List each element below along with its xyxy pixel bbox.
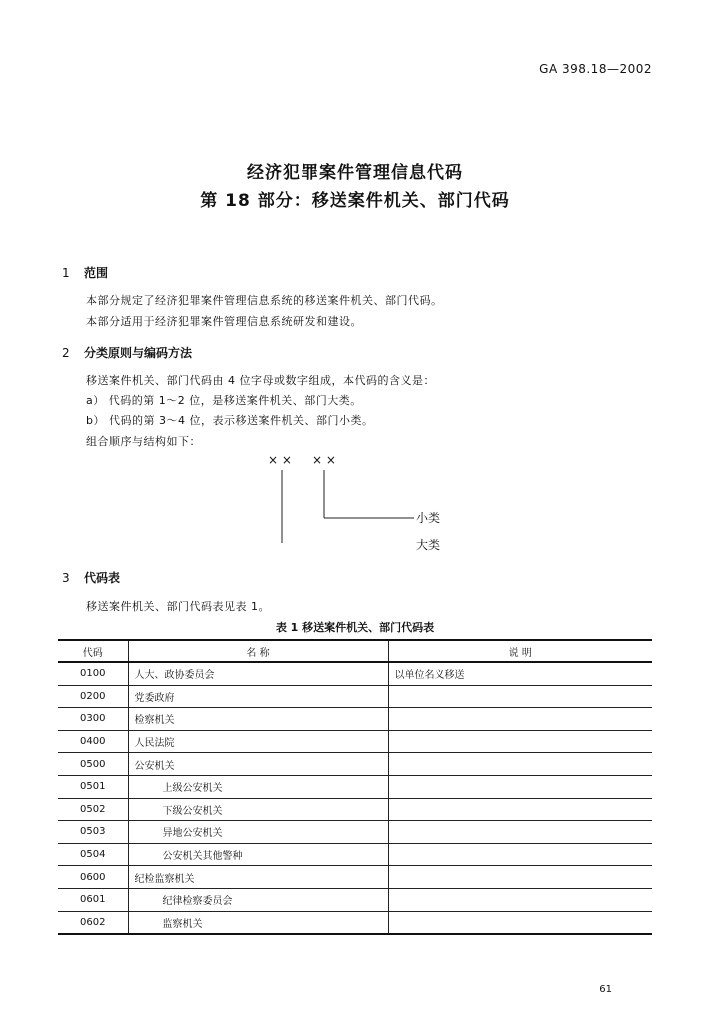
structure-label-large: 大类 xyxy=(416,538,441,552)
table-caption: 表 1 移送案件机关、部门代码表 xyxy=(275,621,435,634)
cell-note xyxy=(388,798,652,821)
cell-code: 0200 xyxy=(58,685,128,708)
section-title: 范围 xyxy=(84,266,109,280)
cell-note xyxy=(388,775,652,798)
scope-paragraph-2: 本部分适用于经济犯罪案件管理信息系统研发和建设。 xyxy=(86,315,362,328)
cell-code: 0501 xyxy=(58,775,128,798)
cell-name: 公安机关 xyxy=(128,753,388,776)
standard-number: GA 398.18—2002 xyxy=(539,62,652,76)
cell-note: 以单位名义移送 xyxy=(388,662,652,685)
header-note: 说 明 xyxy=(388,640,652,662)
section-2-heading xyxy=(62,344,192,361)
section-3-heading xyxy=(62,569,120,586)
cell-name: 监察机关 xyxy=(128,911,388,934)
table-row xyxy=(58,843,652,866)
cell-note xyxy=(388,685,652,708)
table-row xyxy=(58,753,652,776)
method-item-a: a） 代码的第 1～2 位，是移送案件机关、部门大类。 xyxy=(86,394,362,407)
cell-name: 纪律检察委员会 xyxy=(128,888,388,911)
cell-code: 0601 xyxy=(58,888,128,911)
section-number: 3 xyxy=(62,571,70,585)
table-row xyxy=(58,821,652,844)
scope-paragraph-1: 本部分规定了经济犯罪案件管理信息系统的移送案件机关、部门代码。 xyxy=(86,294,443,307)
section-number: 1 xyxy=(62,266,70,280)
section-title: 代码表 xyxy=(84,571,121,585)
cell-code: 0500 xyxy=(58,753,128,776)
method-paragraph-2: 组合顺序与结构如下： xyxy=(86,435,201,448)
cell-name: 异地公安机关 xyxy=(128,821,388,844)
code-table xyxy=(58,639,652,935)
cell-note xyxy=(388,708,652,731)
table-row xyxy=(58,798,652,821)
code-table-intro: 移送案件机关、部门代码表见表 1。 xyxy=(86,600,270,613)
cell-code: 0300 xyxy=(58,708,128,731)
header-code: 代码 xyxy=(58,640,128,662)
table-row xyxy=(58,888,652,911)
cell-code: 0400 xyxy=(58,730,128,753)
cell-note xyxy=(388,911,652,934)
cell-code: 0600 xyxy=(58,866,128,889)
cell-code: 0504 xyxy=(58,843,128,866)
cell-note xyxy=(388,888,652,911)
cell-name: 上级公安机关 xyxy=(128,775,388,798)
document-title-line2: 第 18 部分：移送案件机关、部门代码 xyxy=(200,191,510,211)
cell-code: 0502 xyxy=(58,798,128,821)
cell-name: 下级公安机关 xyxy=(128,798,388,821)
cell-name: 党委政府 xyxy=(128,685,388,708)
cell-code: 0503 xyxy=(58,821,128,844)
table-row xyxy=(58,662,652,685)
cell-name: 公安机关其他警种 xyxy=(128,843,388,866)
table-row xyxy=(58,866,652,889)
table-header-row xyxy=(58,640,652,662)
structure-marks-left: × × xyxy=(268,453,292,467)
page-number: 61 xyxy=(599,984,612,995)
structure-label-small: 小类 xyxy=(416,511,441,525)
cell-note xyxy=(388,843,652,866)
section-title: 分类原则与编码方法 xyxy=(84,346,193,360)
cell-code: 0100 xyxy=(58,662,128,685)
table-row xyxy=(58,685,652,708)
cell-note xyxy=(388,866,652,889)
cell-name: 人民法院 xyxy=(128,730,388,753)
cell-code: 0602 xyxy=(58,911,128,934)
structure-marks-right: × × xyxy=(312,453,336,467)
table-row xyxy=(58,730,652,753)
table-row xyxy=(58,775,652,798)
method-paragraph-1: 移送案件机关、部门代码由 4 位字母或数字组成，本代码的含义是： xyxy=(86,374,435,387)
cell-note xyxy=(388,730,652,753)
cell-note xyxy=(388,753,652,776)
cell-name: 人大、政协委员会 xyxy=(128,662,388,685)
method-item-b: b） 代码的第 3～4 位，表示移送案件机关、部门小类。 xyxy=(86,414,374,427)
section-1-heading xyxy=(62,264,108,281)
cell-note xyxy=(388,821,652,844)
section-number: 2 xyxy=(62,346,70,360)
table-row xyxy=(58,708,652,731)
header-name: 名 称 xyxy=(128,640,388,662)
table-row xyxy=(58,911,652,934)
cell-name: 纪检监察机关 xyxy=(128,866,388,889)
cell-name: 检察机关 xyxy=(128,708,388,731)
document-title-line1: 经济犯罪案件管理信息代码 xyxy=(247,163,463,183)
